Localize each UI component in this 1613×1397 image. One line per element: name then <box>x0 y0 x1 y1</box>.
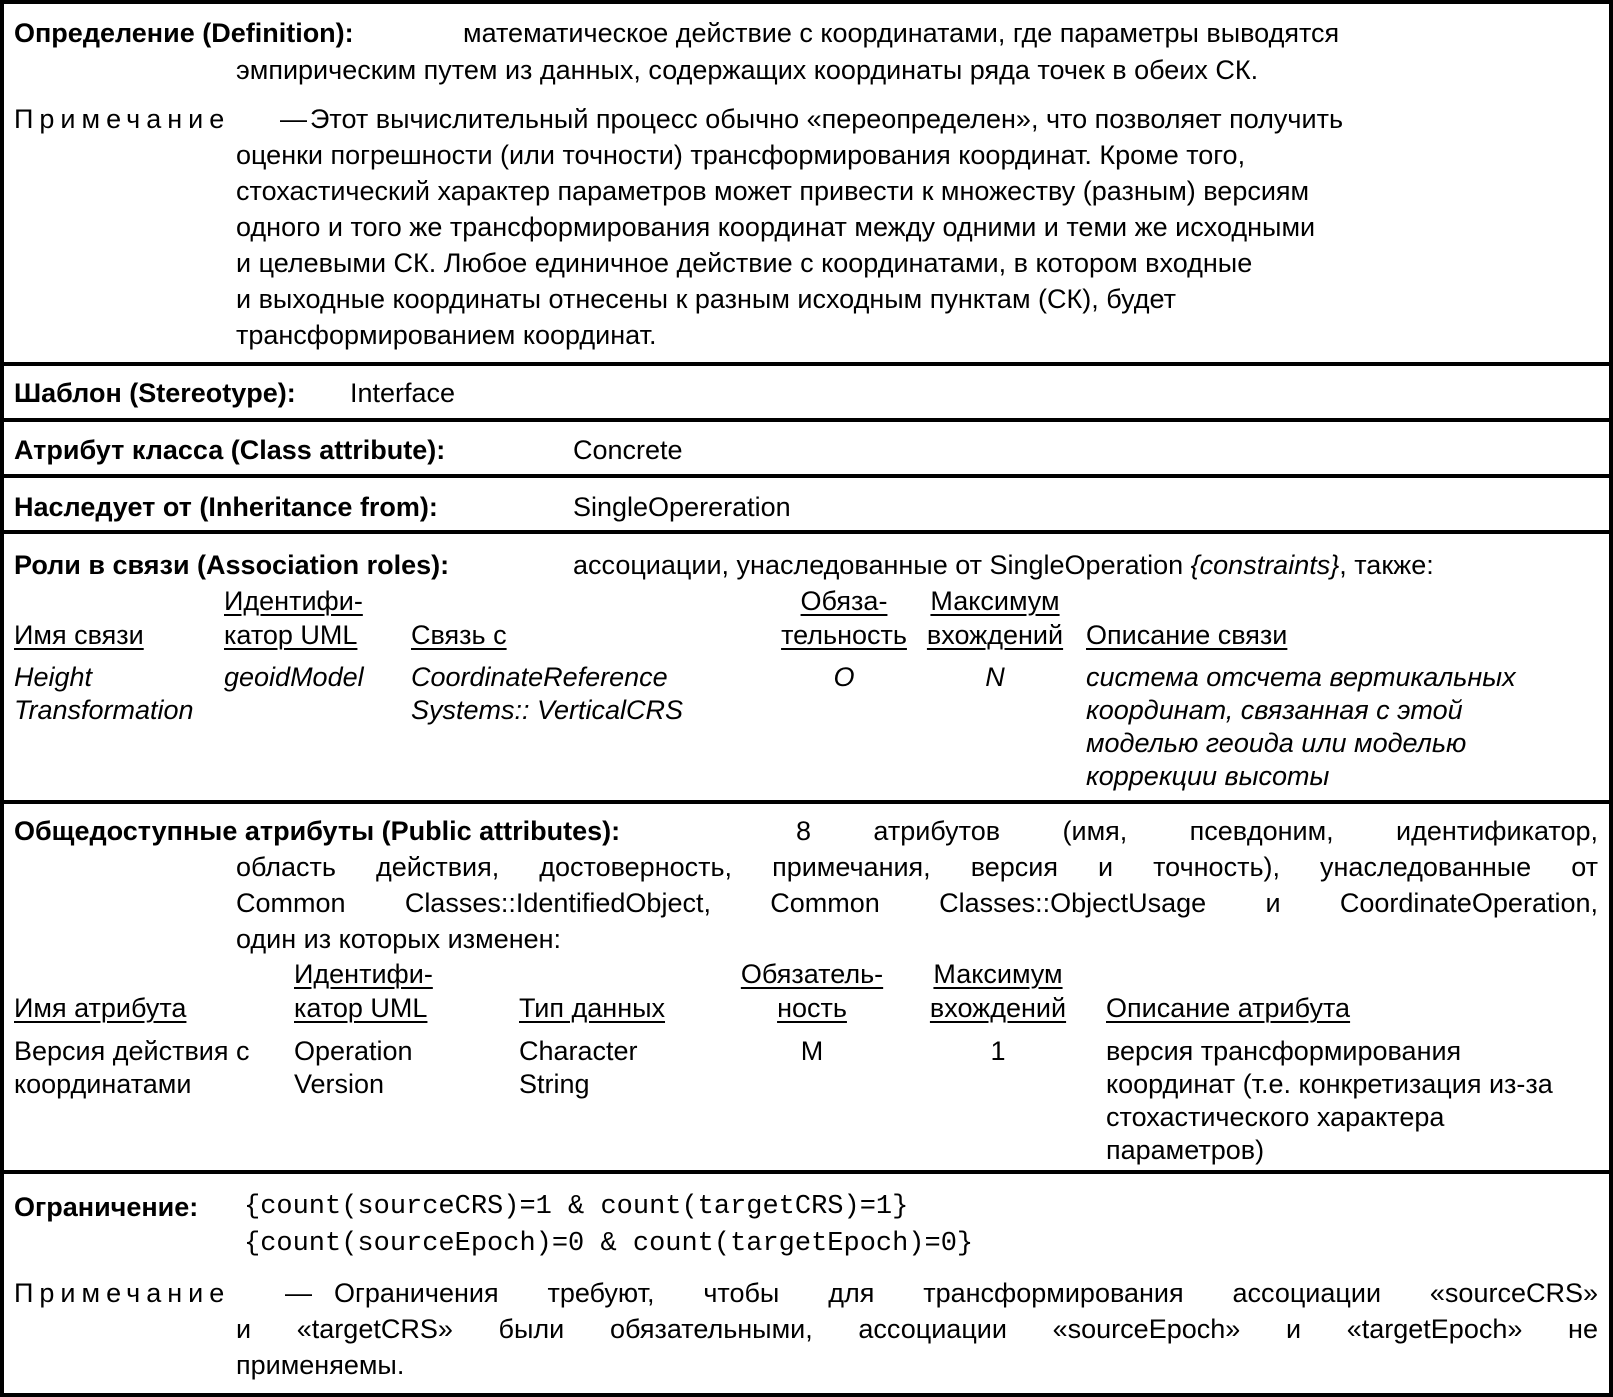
attr-row-max: 1 <box>990 1036 1006 1066</box>
class-attribute-label: Атрибут класса (Class attribute): <box>14 435 446 465</box>
attr-header-max: Максимум <box>933 959 1063 989</box>
attr-row-name: координатами <box>14 1069 192 1099</box>
note-line: стохастический характер параметров может привести к множеству (разным) версиям <box>236 176 1310 206</box>
assoc-header-max: вхождений <box>926 620 1064 650</box>
note-line: Этот вычислительный процесс обычно «переопределен», что позволяет получить <box>310 104 1344 134</box>
note-line: одного и того же трансформирования координат между одними и теми же исходными <box>236 212 1316 242</box>
constraint-note-line: применяемы. <box>236 1350 405 1380</box>
association-intro-constraints: {constraints} <box>1190 550 1340 580</box>
assoc-header-oblig: тельность <box>781 620 907 650</box>
association-roles-intro <box>573 552 1434 579</box>
definition-line: математическое действие с координатами, где параметры выводятся <box>463 18 1340 48</box>
constraint-code-line: {count(sourceEpoch)=0 & count(targetEpoch)=0} <box>244 1229 974 1259</box>
note-line: и целевыми СК. Любое единичное действие с координатами, в котором входные <box>236 248 1253 278</box>
constraint-note-line: и «targetCRS» были обязательными, ассоциации «sourceEpoch» и «targetEpoch» не <box>236 1314 1598 1344</box>
attr-header-oblig: ность <box>777 993 847 1023</box>
public-attributes-line: 8 атрибутов (имя, псевдоним, идентификатор, <box>796 816 1598 846</box>
constraint-note-label: Примечание <box>14 1278 231 1308</box>
stereotype-value: Interface <box>350 378 456 408</box>
attr-row-uml: Operation <box>294 1036 413 1066</box>
attr-row-type: Character <box>519 1036 638 1066</box>
assoc-header-uml: катор UML <box>224 620 358 650</box>
assoc-row-name: Transformation <box>14 695 194 725</box>
assoc-header-name: Имя связи <box>14 620 144 650</box>
class-attribute-value: Concrete <box>573 435 683 465</box>
attr-row-desc: координат (т.е. конкретизация из-за <box>1106 1069 1553 1099</box>
constraint-label: Ограничение: <box>14 1192 199 1222</box>
attr-header-max: вхождений <box>929 993 1067 1023</box>
assoc-row-desc: моделью геоида или моделью <box>1086 728 1467 758</box>
note-dash: — <box>280 104 307 134</box>
inheritance-value: SingleOpereration <box>573 492 791 522</box>
association-roles-label: Роли в связи (Association roles): <box>14 550 450 580</box>
assoc-row-desc: коррекции высоты <box>1086 761 1330 791</box>
assoc-row-name: Height <box>14 662 93 692</box>
note-line: трансформированием координат. <box>236 320 657 350</box>
assoc-header-desc: Описание связи <box>1086 620 1288 650</box>
definition-line: эмпирическим путем из данных, содержащих координаты ряда точек в обеих СК. <box>236 55 1259 85</box>
attr-header-uml: катор UML <box>294 993 428 1023</box>
public-attributes-line: один из которых изменен: <box>236 924 562 954</box>
attr-row-type: String <box>519 1069 590 1099</box>
definition-label: Определение (Definition): <box>14 18 354 48</box>
public-attributes-label: Общедоступные атрибуты (Public attributes): <box>14 816 621 846</box>
attr-row-desc: версия трансформирования <box>1106 1036 1462 1066</box>
assoc-header-max: Максимум <box>930 586 1060 616</box>
stereotype-label: Шаблон (Stereotype): <box>14 378 296 408</box>
assoc-row-uml: geoidModel <box>224 662 364 692</box>
attr-header-type: Тип данных <box>519 993 666 1023</box>
attr-header-desc: Описание атрибута <box>1106 993 1351 1023</box>
assoc-row-oblig: O <box>833 662 855 692</box>
assoc-row-desc: координат, связанная с этой <box>1086 695 1463 725</box>
attr-header-name: Имя атрибута <box>14 993 187 1023</box>
association-intro-tail: , также: <box>1339 550 1434 580</box>
association-intro-text: ассоциации, унаследованные от SingleOperation <box>573 550 1184 580</box>
note-line: и выходные координаты отнесены к разным исходным пунктам (СК), будет <box>236 284 1176 314</box>
attr-row-oblig: M <box>800 1036 824 1066</box>
public-attributes-line: область действия, достоверность, примечания, версия и точность), унаследованные от <box>236 852 1598 882</box>
assoc-row-link: CoordinateReference <box>411 662 668 692</box>
assoc-row-desc: система отсчета вертикальных <box>1086 662 1516 692</box>
public-attributes-line: Common Classes::IdentifiedObject, Common Classes::ObjectUsage и CoordinateOperation, <box>236 888 1598 918</box>
attr-row-desc: стохастического характера <box>1106 1102 1445 1132</box>
assoc-header-oblig: Обяза- <box>800 586 888 616</box>
constraint-note-dash: — <box>285 1278 312 1308</box>
assoc-row-link: Systems:: VerticalCRS <box>411 695 684 725</box>
attr-header-oblig: Обязатель- <box>740 959 884 989</box>
note-label: Примечание <box>14 104 231 134</box>
attr-header-uml: Идентифи- <box>294 959 433 989</box>
inheritance-label: Наследует от (Inheritance from): <box>14 492 438 522</box>
assoc-row-max: N <box>985 662 1005 692</box>
note-line: оценки погрешности (или точности) трансформирования координат. Кроме того, <box>236 140 1246 170</box>
attr-row-name: Версия действия с <box>14 1036 250 1066</box>
attr-row-desc: параметров) <box>1106 1135 1265 1165</box>
constraint-note-line: Ограничения требуют, чтобы для трансформирования ассоциации «sourceCRS» <box>334 1278 1598 1308</box>
attr-row-uml: Version <box>294 1069 385 1099</box>
assoc-header-uml: Идентифи- <box>224 586 363 616</box>
assoc-header-link: Связь с <box>411 620 507 650</box>
constraint-code-line: {count(sourceCRS)=1 & count(targetCRS)=1} <box>244 1192 909 1222</box>
